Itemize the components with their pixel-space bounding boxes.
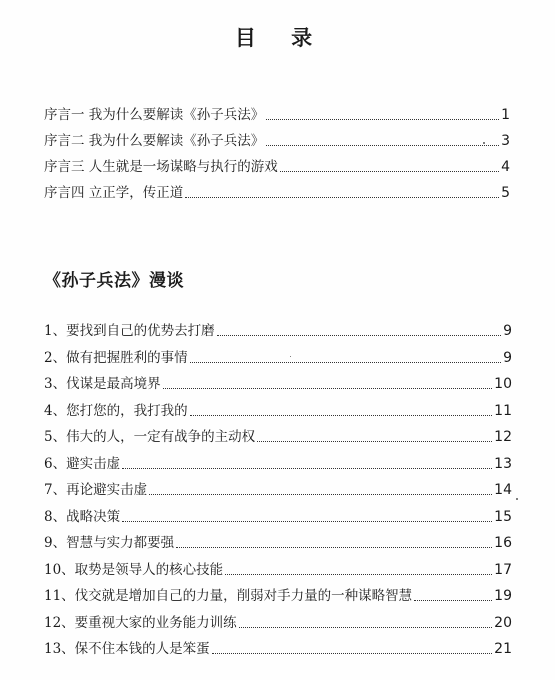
preface-entry[interactable] — [44, 106, 510, 124]
chapter-entry-page-number: 17 — [494, 562, 512, 578]
section-heading: 《孙子兵法》漫谈 — [44, 271, 184, 291]
chapter-entry-label: 10、取势是领导人的核心技能 — [44, 562, 224, 578]
chapter-entry-page-number: 9 — [503, 350, 512, 366]
chapter-entry[interactable] — [44, 640, 512, 658]
dot-leader — [163, 388, 493, 389]
chapter-entry[interactable] — [44, 375, 512, 393]
dot-leader — [122, 521, 492, 522]
dot-leader — [212, 653, 492, 654]
chapter-entry-label: 7、再论避实击虚 — [44, 482, 148, 498]
dot-leader — [266, 145, 499, 146]
preface-entry-label: 序言三 人生就是一场谋略与执行的游戏 — [44, 159, 278, 175]
scan-speck — [290, 356, 291, 357]
dot-leader — [257, 441, 492, 442]
chapter-entry-label: 1、要找到自己的优势去打磨 — [44, 323, 215, 339]
preface-entry-page-number: 3 — [501, 133, 510, 149]
preface-entry-label: 序言一 我为什么要解读《孙子兵法》 — [44, 107, 265, 123]
chapter-entry-page-number: 10 — [494, 376, 512, 392]
chapter-entry-page-number: 12 — [494, 429, 512, 445]
chapter-entry-label: 3、伐谋是最高境界 — [44, 376, 161, 392]
chapter-entry-label: 4、您打您的，我打我的 — [44, 403, 188, 419]
dot-leader — [149, 494, 492, 495]
chapter-entry-page-number: 11 — [494, 403, 512, 419]
chapter-entry-label: 6、避实击虚 — [44, 456, 121, 472]
chapter-entry-label: 11、伐交就是增加自己的力量，削弱对手力量的一种谋略智慧 — [44, 588, 413, 604]
dot-leader — [280, 171, 499, 172]
chapter-entry[interactable] — [44, 481, 512, 499]
page-title: 目 录 — [234, 25, 327, 50]
preface-entry-page-number: 5 — [501, 185, 510, 201]
chapter-entry[interactable] — [44, 587, 512, 605]
preface-entry-label: 序言二 我为什么要解读《孙子兵法》 — [44, 133, 265, 149]
chapter-entry[interactable] — [44, 428, 512, 446]
dot-leader — [122, 468, 492, 469]
preface-entry[interactable] — [44, 184, 510, 202]
chapter-entry-label: 8、战略决策 — [44, 509, 121, 525]
chapter-entry[interactable] — [44, 322, 512, 340]
dot-leader — [266, 119, 499, 120]
chapter-entry-page-number: 19 — [494, 588, 512, 604]
dot-leader — [225, 574, 492, 575]
dot-leader — [414, 600, 492, 601]
chapter-entry-page-number: 13 — [494, 456, 512, 472]
chapter-entry[interactable] — [44, 402, 512, 420]
preface-entry-label: 序言四 立正学，传正道 — [44, 185, 184, 201]
chapter-entry[interactable] — [44, 455, 512, 473]
chapter-entry[interactable] — [44, 349, 512, 367]
dot-leader — [190, 362, 501, 363]
chapter-entry-label: 13、保不住本钱的人是笨蛋 — [44, 641, 210, 657]
chapter-entry[interactable] — [44, 508, 512, 526]
chapter-entry-page-number: 9 — [503, 323, 512, 339]
chapter-entry[interactable] — [44, 561, 512, 579]
chapter-entry-page-number: 14 — [494, 482, 512, 498]
dot-leader — [217, 335, 501, 336]
chapter-entry[interactable] — [44, 534, 512, 552]
dot-leader — [176, 547, 492, 548]
preface-entry-page-number: 4 — [501, 159, 510, 175]
chapter-entry-label: 9、智慧与实力都要强 — [44, 535, 175, 551]
chapter-entry-page-number: 16 — [494, 535, 512, 551]
scan-speck — [516, 498, 518, 500]
chapter-entry-label: 5、伟大的人，一定有战争的主动权 — [44, 429, 256, 445]
preface-entry[interactable] — [44, 158, 510, 176]
scan-speck — [483, 142, 485, 144]
chapter-entry-page-number: 20 — [494, 615, 512, 631]
chapter-entry-label: 12、要重视大家的业务能力训练 — [44, 615, 237, 631]
preface-entry-page-number: 1 — [501, 107, 510, 123]
chapter-entry[interactable] — [44, 614, 512, 632]
chapter-entry-page-number: 15 — [494, 509, 512, 525]
dot-leader — [239, 627, 492, 628]
dot-leader — [185, 197, 499, 198]
dot-leader — [190, 415, 493, 416]
chapter-entry-page-number: 21 — [494, 641, 512, 657]
preface-entry[interactable] — [44, 132, 510, 150]
chapter-entry-label: 2、做有把握胜利的事情 — [44, 350, 188, 366]
